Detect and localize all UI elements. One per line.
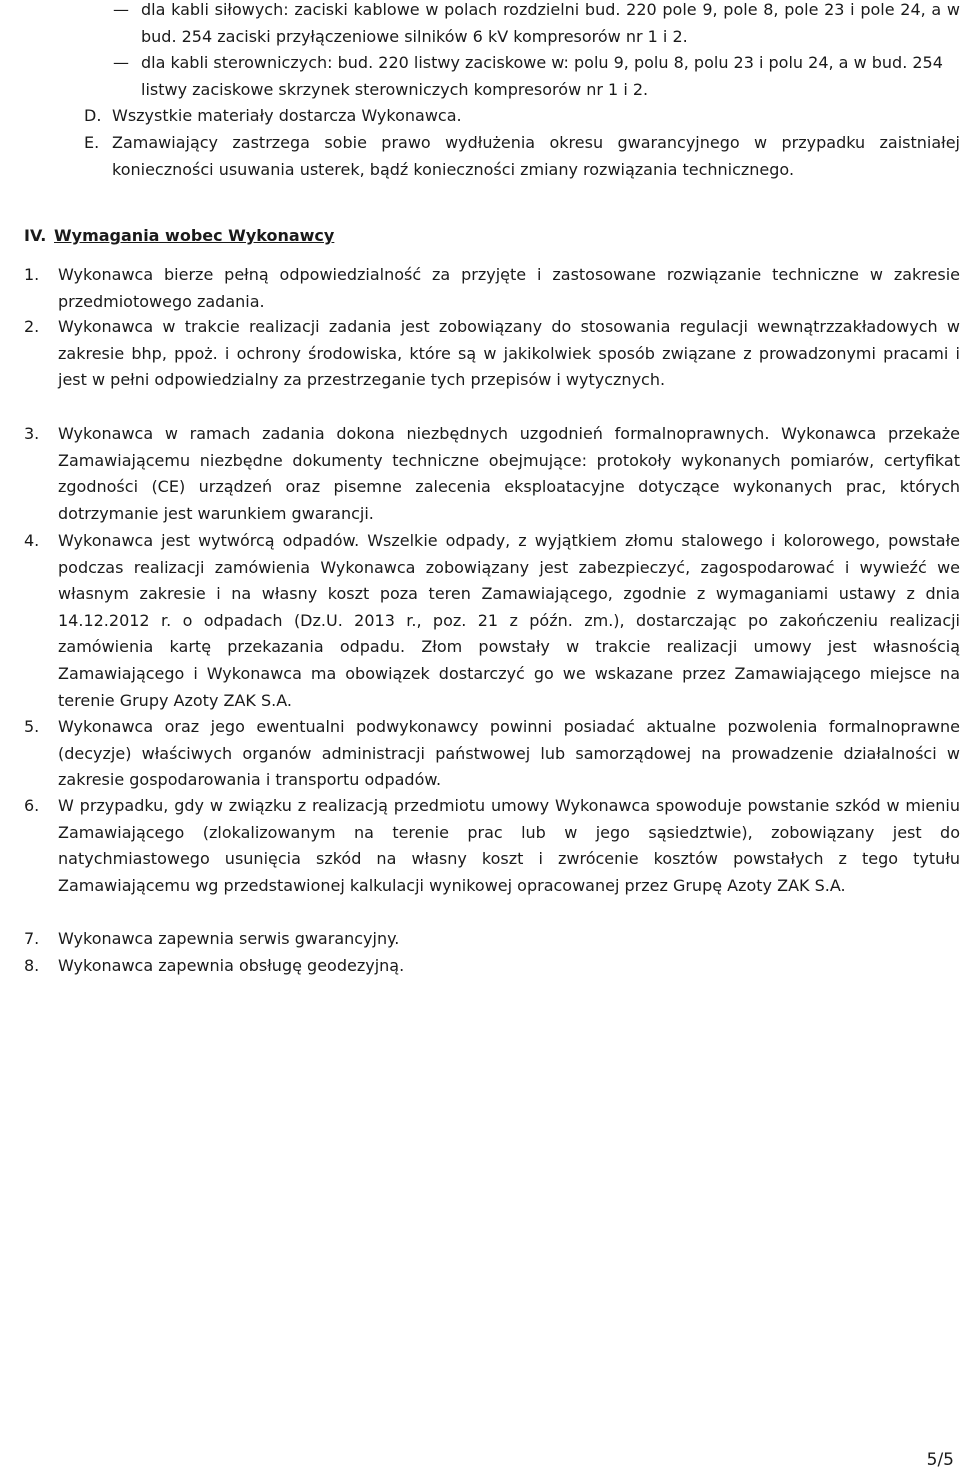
dash-item-text: dla kabli siłowych: zaciski kablowe w polach rozdzielni bud. 220 pole 9, pole 8, pole 23 i pole 24, a w bud. 254 zaciski przyłączeniowe silników 6 kV kompresorów nr 1 i 2.: [141, 0, 960, 46]
item-text: Wykonawca oraz jego ewentualni podwykonawcy powinni posiadać aktualne pozwolenia formalnoprawne (decyzje) właściwych organów administracji państwowej lub samorządowej na prowadzenie działalności w zakresie gospodarowania i transportu odpadów.: [58, 717, 960, 790]
item-number: 1.: [24, 265, 40, 284]
item-text: Wykonawca w trakcie realizacji zadania jest zobowiązany do stosowania regulacji wewnątrzzakładowych w zakresie bhp, ppoż. i ochrony środowiska, które są w jakikolwiek sposób związane z prowadzonymi pracami i jest w pełni odpowiedzialny za przestrzeganie tych przepisów i wytycznych.: [58, 317, 960, 390]
item-number: 3.: [24, 424, 40, 443]
dash-marker: —: [113, 53, 129, 72]
item-number: 7.: [24, 929, 40, 948]
item-number: 4.: [24, 531, 40, 550]
item-text: Wykonawca jest wytwórcą odpadów. Wszelkie odpady, z wyjątkiem złomu stalowego i kolorowego, powstałe podczas realizacji zamówienia Wykonawca zobowiązany jest zabezpieczyć, zagospodarować i wywieźć we własnym zakresie i na własny koszt poza teren Zamawiającego, zgodnie z wymaganiami ustawy z dnia 14.12.2012 r. o odpadach (Dz.U. 2013 r., poz. 21 z późn. zm.), dostarczając po zakończeniu realizacji zamówienia kartę przekazania odpadu. Złom powstały w trakcie realizacji umowy jest własnością Zamawiającego i Wykonawca ma obowiązek dostarczyć go we wskazane przez Zamawiającego miejsce na terenie Grupy Azoty ZAK S.A.: [58, 531, 960, 710]
item-text: Wykonawca zapewnia obsługę geodezyjną.: [58, 956, 405, 975]
sub-item-text: Wszystkie materiały dostarcza Wykonawca.: [112, 106, 462, 125]
item-number: 6.: [24, 796, 40, 815]
sub-item-text: Zamawiający zastrzega sobie prawo wydłużenia okresu gwarancyjnego w przypadku zaistniałej konieczności usuwania usterek, bądź konieczności zmiany rozwiązania technicznego.: [112, 133, 960, 179]
section-heading: [24, 223, 334, 250]
item-number: 5.: [24, 717, 40, 736]
section-number: IV.: [24, 226, 47, 245]
dash-item-text: dla kabli sterowniczych: bud. 220 listwy zaciskowe w: polu 9, polu 8, polu 23 i polu 24, a w bud. 254 listwy zaciskowe skrzynek sterowniczych kompresorów nr 1 i 2.: [141, 53, 943, 99]
dash-marker: —: [113, 0, 129, 19]
sub-item-label: D.: [84, 106, 102, 125]
item-text: Wykonawca w ramach zadania dokona niezbędnych uzgodnień formalnoprawnych. Wykonawca przekaże Zamawiającemu niezbędne dokumenty techniczne obejmujące: protokoły wykonanych pomiarów, certyfikat zgodności (CE) urządzeń oraz pisemne zalecenia eksploatacyjne dotyczące wykonanych prac, których dotrzymanie jest warunkiem gwarancji.: [58, 424, 960, 523]
item-number: 2.: [24, 317, 40, 336]
section-title: Wymagania wobec Wykonawcy: [54, 226, 335, 245]
item-number: 8.: [24, 956, 40, 975]
page-number: 5/5: [926, 1450, 954, 1471]
sub-item-label: E.: [84, 133, 100, 152]
item-text: Wykonawca bierze pełną odpowiedzialność za przyjęte i zastosowane rozwiązanie techniczne w zakresie przedmiotowego zadania.: [58, 265, 960, 311]
item-text: W przypadku, gdy w związku z realizacją przedmiotu umowy Wykonawca spowoduje powstanie szkód w mieniu Zamawiającego (zlokalizowanym na terenie prac lub w jego sąsiedztwie), zobowiązany jest do natychmiastowego usunięcia szkód na własny koszt i zwrócenie kosztów powstałych z tego tytułu Zamawiającemu wg przedstawionej kalkulacji wynikowej opracowanej przez Grupę Azoty ZAK S.A.: [58, 796, 960, 895]
item-text: Wykonawca zapewnia serwis gwarancyjny.: [58, 929, 400, 948]
